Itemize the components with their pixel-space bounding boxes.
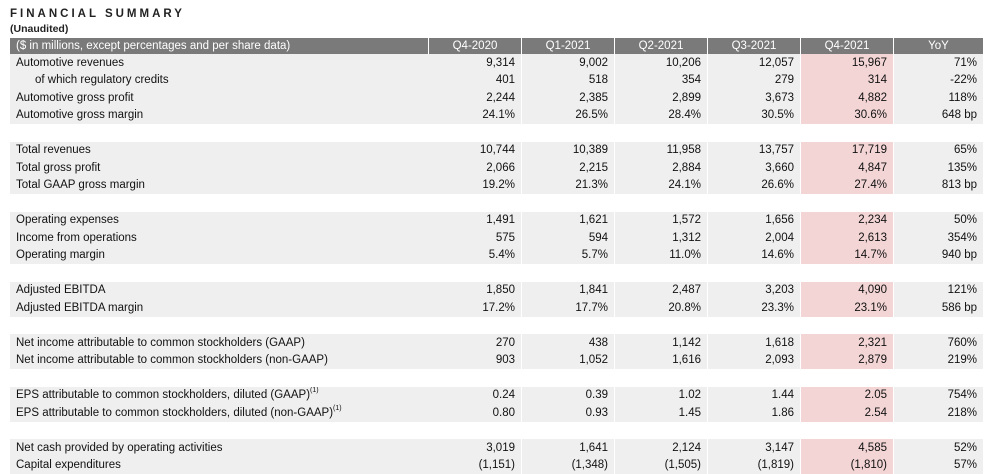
row-label xyxy=(10,177,429,195)
table-cell: 3,660 xyxy=(708,159,801,177)
row-label-text: Total revenues xyxy=(16,144,91,156)
spacer-row xyxy=(10,317,984,335)
table-row xyxy=(10,387,984,405)
table-cell: 121% xyxy=(894,282,984,300)
table-cell: 9,314 xyxy=(429,54,522,72)
table-cell: 1,312 xyxy=(615,229,708,247)
table-cell: (1,151) xyxy=(429,457,522,474)
table-cell: 26.5% xyxy=(522,107,615,125)
row-label-text: Automotive gross margin xyxy=(16,109,143,121)
row-label-text: Adjusted EBITDA xyxy=(16,284,105,296)
spacer-row xyxy=(10,194,984,212)
table-row xyxy=(10,352,984,370)
table-cell: (1,819) xyxy=(708,457,801,474)
table-cell: 1.44 xyxy=(708,387,801,405)
row-label xyxy=(10,247,429,265)
spacer-row xyxy=(10,422,984,440)
row-label xyxy=(10,334,429,352)
table-cell: 3,019 xyxy=(429,439,522,457)
table-cell: 903 xyxy=(429,352,522,370)
table-row xyxy=(10,282,984,300)
table-cell: 1,616 xyxy=(615,352,708,370)
table-cell: 218% xyxy=(894,404,984,422)
table-cell: (1,810) xyxy=(801,457,894,474)
table-row xyxy=(10,177,984,195)
table-cell: 17.2% xyxy=(429,299,522,317)
table-cell: 1,641 xyxy=(522,439,615,457)
table-cell: 1,841 xyxy=(522,282,615,300)
table-cell: 1,621 xyxy=(522,212,615,230)
row-label-text: Net income attributable to common stockholders (non-GAAP) xyxy=(16,354,328,366)
table-cell: 15,967 xyxy=(801,54,894,72)
column-header-q1-2021: Q1-2021 xyxy=(522,38,615,54)
table-cell: 57% xyxy=(894,457,984,474)
row-label xyxy=(10,89,429,107)
table-row xyxy=(10,439,984,457)
row-label-text: Automotive revenues xyxy=(16,57,124,69)
table-cell: 21.3% xyxy=(522,177,615,195)
table-cell: 11.0% xyxy=(615,247,708,265)
row-label xyxy=(10,229,429,247)
spacer-cell xyxy=(10,264,984,282)
table-cell: 65% xyxy=(894,142,984,160)
table-cell: 23.3% xyxy=(708,299,801,317)
table-cell: 4,090 xyxy=(801,282,894,300)
column-header-q3-2021: Q3-2021 xyxy=(708,38,801,54)
table-cell: 2,385 xyxy=(522,89,615,107)
table-cell: 1,656 xyxy=(708,212,801,230)
table-cell: 2,613 xyxy=(801,229,894,247)
table-cell: 2,884 xyxy=(615,159,708,177)
table-cell: 24.1% xyxy=(615,177,708,195)
table-cell: 0.80 xyxy=(429,404,522,422)
spacer-cell xyxy=(10,124,984,142)
table-header-row xyxy=(10,38,984,54)
table-cell: 1,142 xyxy=(615,334,708,352)
row-label xyxy=(10,107,429,125)
table-cell: 2,066 xyxy=(429,159,522,177)
row-label xyxy=(10,457,429,474)
financial-summary-table xyxy=(10,38,984,474)
footnote-marker: (1) xyxy=(333,405,342,412)
table-cell: 17,719 xyxy=(801,142,894,160)
table-cell: 50% xyxy=(894,212,984,230)
table-cell: 4,585 xyxy=(801,439,894,457)
column-header-description: ($ in millions, except percentages and per share data) xyxy=(10,38,429,54)
table-cell: 648 bp xyxy=(894,107,984,125)
table-cell: 0.39 xyxy=(522,387,615,405)
table-cell: 14.6% xyxy=(708,247,801,265)
table-cell: 1,491 xyxy=(429,212,522,230)
column-header-q2-2021: Q2-2021 xyxy=(615,38,708,54)
table-cell: 1.86 xyxy=(708,404,801,422)
table-cell: 30.5% xyxy=(708,107,801,125)
spacer-cell xyxy=(10,422,984,440)
table-cell: 2,899 xyxy=(615,89,708,107)
table-cell: 2,215 xyxy=(522,159,615,177)
row-label xyxy=(10,404,429,422)
summary-subtitle: (Unaudited) xyxy=(10,23,68,35)
table-cell: 3,673 xyxy=(708,89,801,107)
row-label-text: Adjusted EBITDA margin xyxy=(16,302,143,314)
table-cell: -22% xyxy=(894,72,984,90)
table-cell: 14.7% xyxy=(801,247,894,265)
table-row xyxy=(10,247,984,265)
row-label xyxy=(10,212,429,230)
table-row xyxy=(10,229,984,247)
table-cell: 401 xyxy=(429,72,522,90)
table-cell: 2,879 xyxy=(801,352,894,370)
table-cell: 2,004 xyxy=(708,229,801,247)
table-cell: 24.1% xyxy=(429,107,522,125)
row-label xyxy=(10,439,429,457)
table-row xyxy=(10,299,984,317)
table-cell: 27.4% xyxy=(801,177,894,195)
table-cell: 0.24 xyxy=(429,387,522,405)
table-cell: 118% xyxy=(894,89,984,107)
table-cell: 2,321 xyxy=(801,334,894,352)
table-cell: 10,389 xyxy=(522,142,615,160)
table-row xyxy=(10,457,984,474)
table-cell: 518 xyxy=(522,72,615,90)
table-cell: 135% xyxy=(894,159,984,177)
table-cell: 754% xyxy=(894,387,984,405)
row-label xyxy=(10,54,429,72)
table-cell: 2,487 xyxy=(615,282,708,300)
table-cell: 1,572 xyxy=(615,212,708,230)
spacer-cell xyxy=(10,194,984,212)
table-cell: 13,757 xyxy=(708,142,801,160)
table-cell: 5.4% xyxy=(429,247,522,265)
table-cell: 813 bp xyxy=(894,177,984,195)
spacer-cell xyxy=(10,369,984,387)
table-cell: 52% xyxy=(894,439,984,457)
column-header-q4-2021: Q4-2021 xyxy=(801,38,894,54)
table-cell: 575 xyxy=(429,229,522,247)
table-cell: 20.8% xyxy=(615,299,708,317)
table-cell: 438 xyxy=(522,334,615,352)
table-cell: 2,124 xyxy=(615,439,708,457)
table-row xyxy=(10,107,984,125)
table-cell: 4,847 xyxy=(801,159,894,177)
table-cell: 354% xyxy=(894,229,984,247)
row-label-text: Operating margin xyxy=(16,249,105,261)
table-cell: 354 xyxy=(615,72,708,90)
table-cell: 10,206 xyxy=(615,54,708,72)
row-label-text: Net cash provided by operating activities xyxy=(16,442,222,454)
footnote-marker: (1) xyxy=(310,387,319,394)
table-row xyxy=(10,89,984,107)
spacer-cell xyxy=(10,317,984,335)
table-cell: 1,850 xyxy=(429,282,522,300)
table-row xyxy=(10,159,984,177)
table-cell: 3,203 xyxy=(708,282,801,300)
table-cell: 279 xyxy=(708,72,801,90)
row-label-text: Income from operations xyxy=(16,232,137,244)
table-row xyxy=(10,404,984,422)
table-cell: 17.7% xyxy=(522,299,615,317)
table-cell: 594 xyxy=(522,229,615,247)
table-cell: 30.6% xyxy=(801,107,894,125)
table-cell: 1,618 xyxy=(708,334,801,352)
spacer-row xyxy=(10,124,984,142)
table-cell: 270 xyxy=(429,334,522,352)
table-cell: 2,244 xyxy=(429,89,522,107)
table-cell: 586 bp xyxy=(894,299,984,317)
table-cell: 71% xyxy=(894,54,984,72)
column-header-q4-2020: Q4-2020 xyxy=(429,38,522,54)
row-label-text: of which regulatory credits xyxy=(35,74,169,86)
table-cell: 5.7% xyxy=(522,247,615,265)
table-cell: 2,234 xyxy=(801,212,894,230)
row-label xyxy=(10,72,429,90)
table-cell: 1.02 xyxy=(615,387,708,405)
table-row xyxy=(10,334,984,352)
row-label xyxy=(10,282,429,300)
row-label-text: EPS attributable to common stockholders, diluted (GAAP) xyxy=(16,389,310,401)
table-cell: 12,057 xyxy=(708,54,801,72)
table-cell: 219% xyxy=(894,352,984,370)
table-cell: 760% xyxy=(894,334,984,352)
table-cell: 23.1% xyxy=(801,299,894,317)
table-row xyxy=(10,54,984,72)
table-row xyxy=(10,72,984,90)
row-label-text: Total gross profit xyxy=(16,162,100,174)
table-cell: 2.05 xyxy=(801,387,894,405)
summary-title: FINANCIAL SUMMARY xyxy=(10,8,185,20)
table-cell: 26.6% xyxy=(708,177,801,195)
table-cell: 940 bp xyxy=(894,247,984,265)
table-cell: 1,052 xyxy=(522,352,615,370)
row-label-text: Total GAAP gross margin xyxy=(16,179,145,191)
row-label xyxy=(10,299,429,317)
table-cell: 2,093 xyxy=(708,352,801,370)
column-header-yoy: YoY xyxy=(894,38,984,54)
row-label xyxy=(10,352,429,370)
spacer-row xyxy=(10,369,984,387)
row-label xyxy=(10,387,429,405)
table-row xyxy=(10,212,984,230)
table-cell: 0.93 xyxy=(522,404,615,422)
table-cell: 19.2% xyxy=(429,177,522,195)
table-cell: (1,348) xyxy=(522,457,615,474)
row-label-text: EPS attributable to common stockholders, diluted (non-GAAP) xyxy=(16,407,333,419)
table-cell: 1.45 xyxy=(615,404,708,422)
row-label-text: Operating expenses xyxy=(16,214,119,226)
table-cell: 3,147 xyxy=(708,439,801,457)
table-cell: 4,882 xyxy=(801,89,894,107)
row-label xyxy=(10,159,429,177)
row-label-text: Capital expenditures xyxy=(16,459,121,471)
table-cell: 2.54 xyxy=(801,404,894,422)
table-cell: 314 xyxy=(801,72,894,90)
row-label-text: Net income attributable to common stockholders (GAAP) xyxy=(16,337,305,349)
table-row xyxy=(10,142,984,160)
table-cell: 28.4% xyxy=(615,107,708,125)
table-cell: 10,744 xyxy=(429,142,522,160)
row-label-text: Automotive gross profit xyxy=(16,92,134,104)
row-label xyxy=(10,142,429,160)
table-cell: 9,002 xyxy=(522,54,615,72)
table-cell: 11,958 xyxy=(615,142,708,160)
table-cell: (1,505) xyxy=(615,457,708,474)
spacer-row xyxy=(10,264,984,282)
